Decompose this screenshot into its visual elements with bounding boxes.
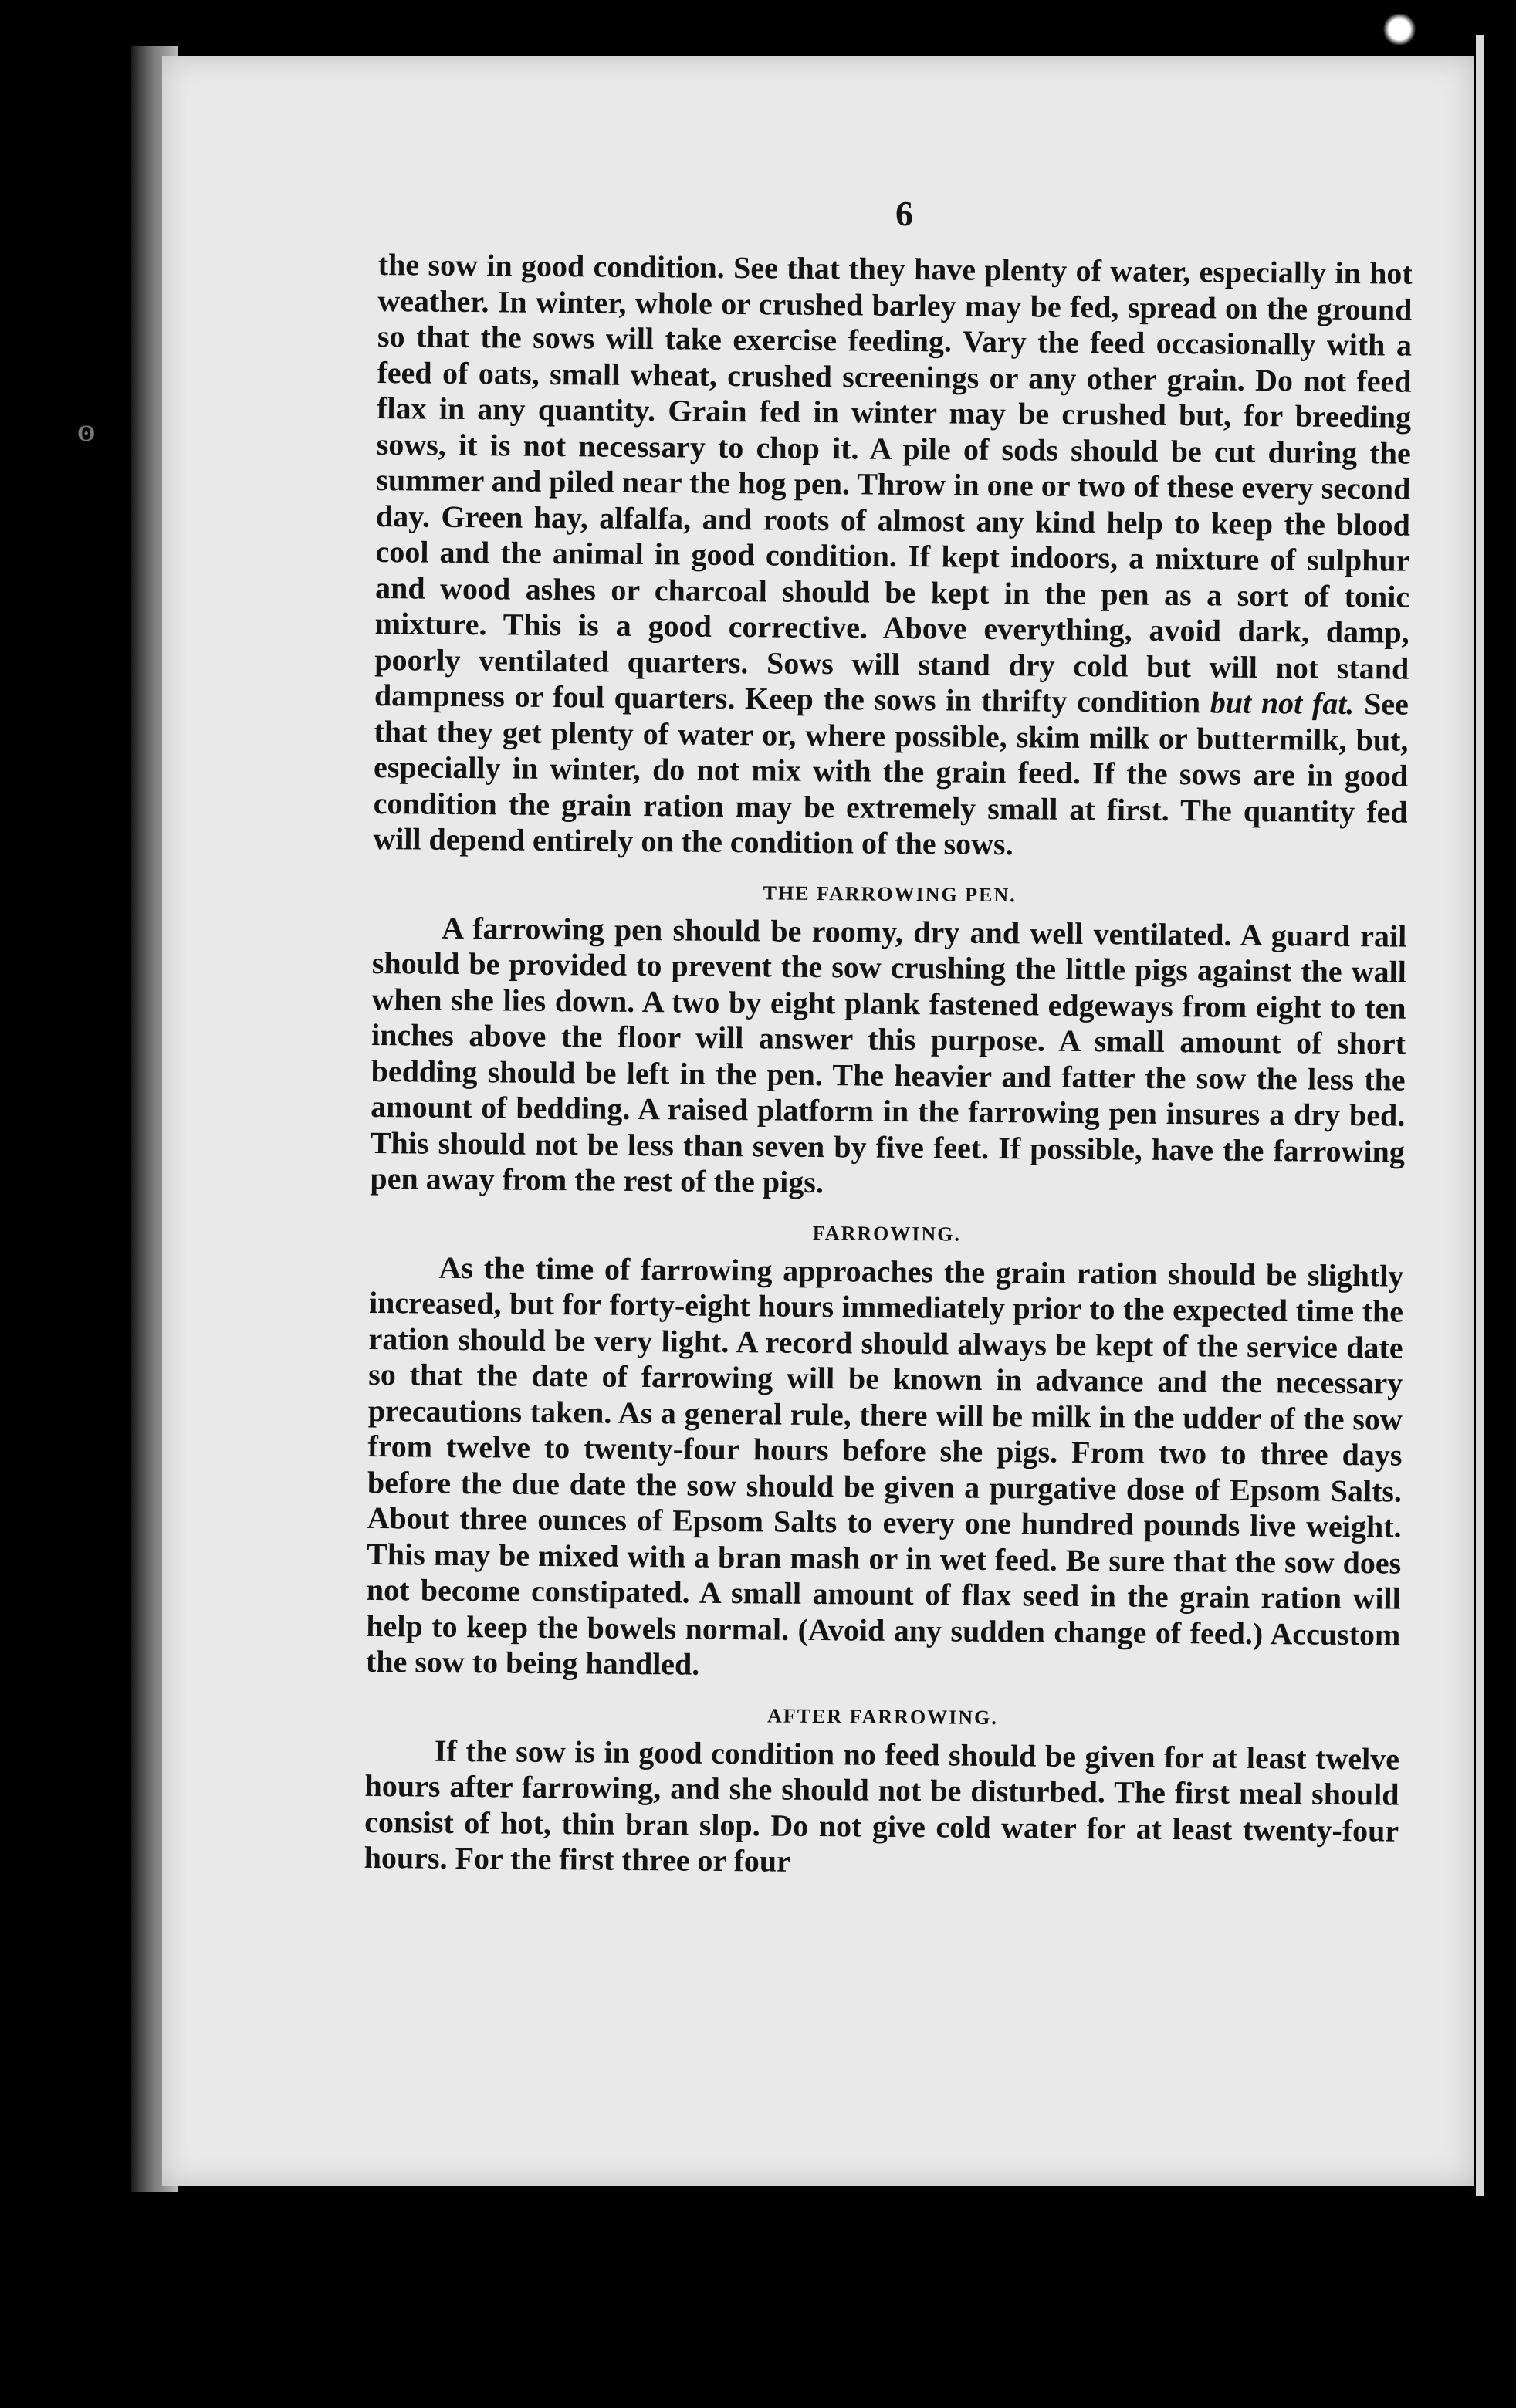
paragraph-after-farrowing: If the sow is in good condition no feed should be given for at least twelve hours after farrowing, and she should not be disturbed. The first meal should consist of hot, thin bran slop. Do not give cold water for at least twenty-four hours. For the first three or four <box>364 1733 1400 1879</box>
paragraph-text: the sow in good condition. See that they have plenty of water, especially in hot weather. In winter, whole or crushed barley may be fed, spread on the ground so that the sows will take exercise feeding. Vary the feed occasionally with a feed of oats, small wheat, crushed screenings or any other grain. Do not feed flax in any quantity. Grain fed in winter may be crushed but, for breeding sows, it is not necessary to chop it. A pile of sods should be cut during the summer and piled near the hog pen. Throw in one or two of these every second day. Green hay, alfalfa, and roots of almost any kind help to keep the blood cool and the animal in good condition. If kept indoors, a mixture of sulphur and wood ashes or charcoal should be kept in the pen as a sort of tonic mixture. This is a good corrective. Above everything, avoid dark, damp, poorly ventilated quarters. Sows will stand dry cold but will not stand dampness or foul quarters. Keep the sows in thrifty condition <box>374 247 1413 720</box>
scan-speck <box>1382 14 1417 45</box>
paragraph-sow-condition <box>373 247 1413 866</box>
paragraph-text: See that they get plenty of water or, where possible, skim milk or buttermilk, but, especially in winter, do not mix with the grain feed. If the sows are in good condition the grain ration may be extremely small at first. The quantity fed will depend entirely on the condition of the sows. <box>373 686 1409 862</box>
paragraph-farrowing: As the time of farrowing approaches the grain ration should be slightly increased, but for forty-eight hours immediately prior to the expected time the ration should be very light. A record should always be kept of the service date so that the date of farrowing will be known in advance and the necessary precautions taken. As a general rule, there will be milk in the udder of the sow from twelve to twenty-four hours before she pigs. From two to three days before the due date the sow should be given a purgative dose of Epsom Salts. About three ounces of Epsom Salts to every one hundred pounds live weight. This may be mixed with a bran mash or in wet feed. Be sure that the sow does not become constipated. A small amount of flax seed in the grain ration will help to keep the bowels normal. (Avoid any sudden change of feed.) Accustom the sow to being handled. <box>365 1250 1404 1682</box>
italic-phrase: but not fat. <box>1210 685 1355 722</box>
heading-after-farrowing: AFTER FARROWING. <box>766 1703 998 1729</box>
page-text <box>364 247 1413 1885</box>
heading-farrowing-pen: THE FARROWING PEN. <box>763 881 1017 906</box>
facing-page-edge <box>1476 35 1484 2196</box>
page-number: 6 <box>895 194 913 233</box>
paragraph-farrowing-pen: A farrowing pen should be roomy, dry and well ventilated. A guard rail should be provided to prevent the sow crushing the little pigs against the wall when she lies down. A two by eight plank fastened edgeways from eight to ten inches above the floor will answer this purpose. A small amount of short bedding should be left in the pen. The heavier and fatter the sow the less the amount of bedding. A raised platform in the farrowing pen insures a dry bed. This should not be less than seven by five feet. If possible, have the farrowing pen away from the rest of the pigs. <box>370 910 1407 1200</box>
margin-mark: ʘ <box>77 421 96 446</box>
heading-farrowing: FARROWING. <box>812 1221 962 1246</box>
